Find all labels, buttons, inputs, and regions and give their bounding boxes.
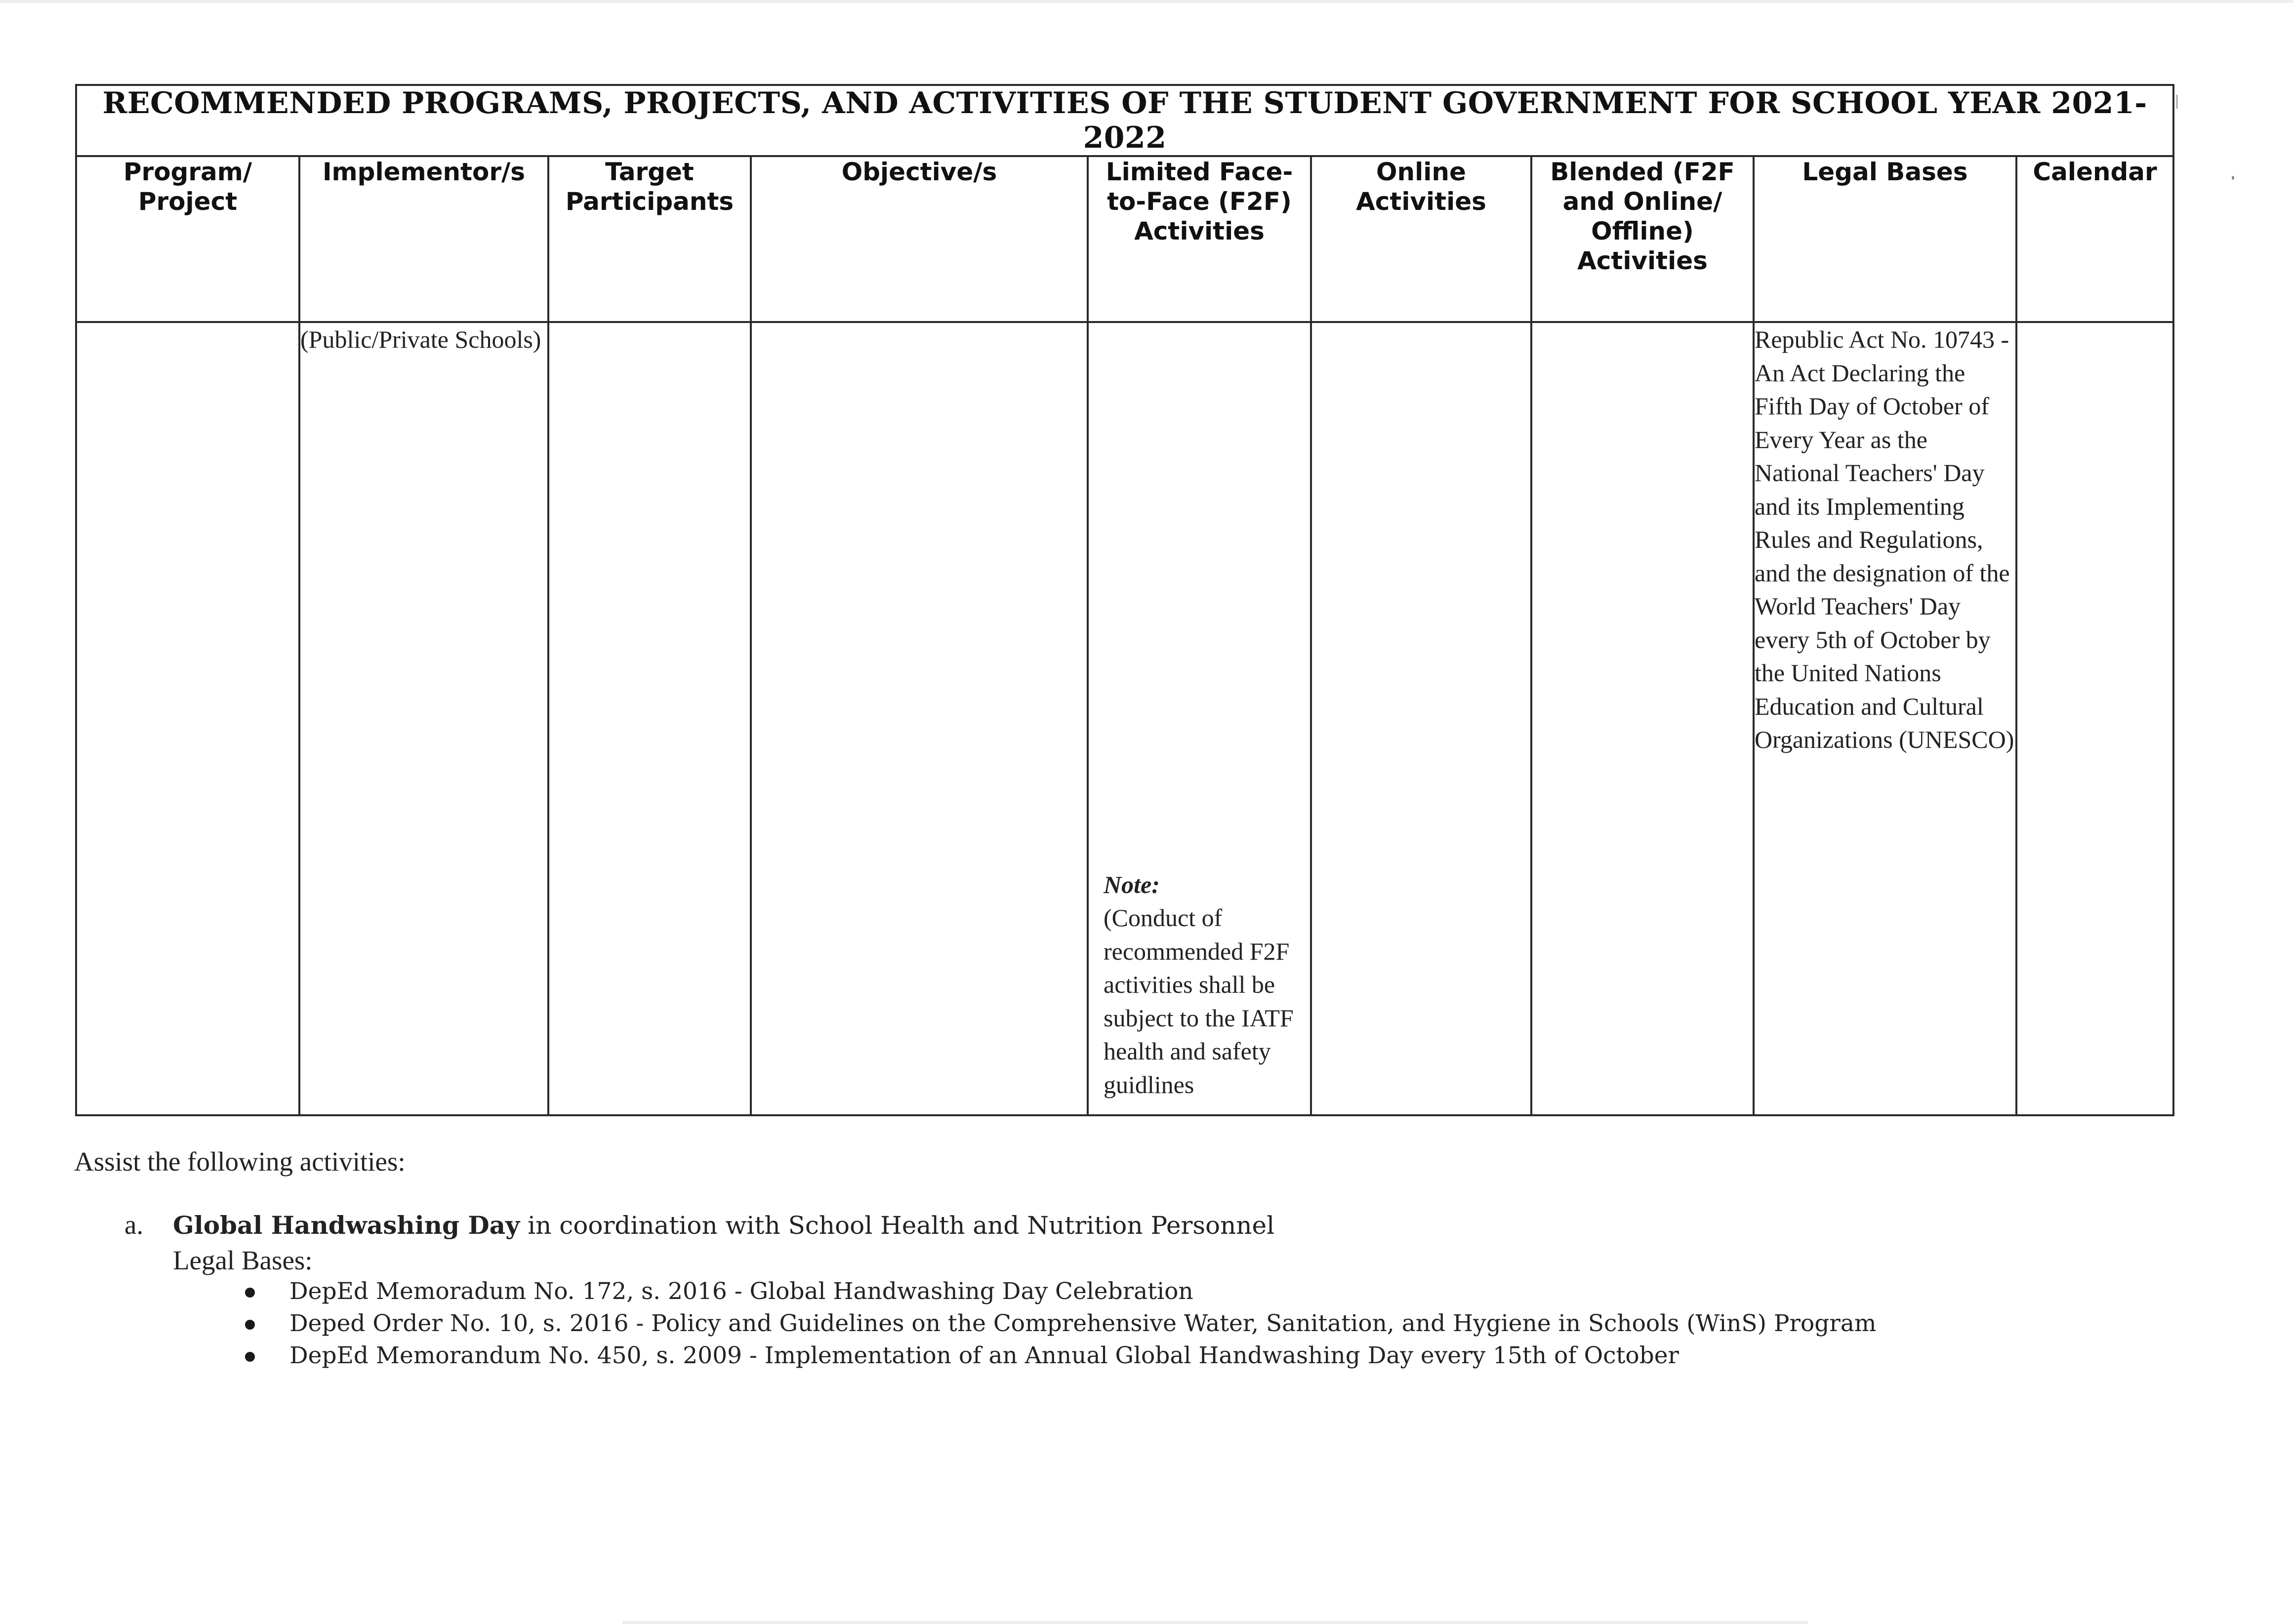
list-item	[237, 1340, 1876, 1372]
note-label: Note:	[1104, 870, 1160, 898]
legal-bases-list	[237, 1275, 1876, 1372]
cell-blended	[1531, 322, 1754, 1115]
list-item	[237, 1307, 1876, 1340]
header-online-activities: Online Activities	[1311, 156, 1531, 322]
cell-online	[1311, 322, 1531, 1115]
scan-bottom-edge	[622, 1621, 1808, 1624]
cell-objectives	[751, 322, 1088, 1115]
header-objectives: Objective/s	[751, 156, 1088, 322]
scan-top-edge	[0, 0, 2293, 3]
table-row	[76, 322, 2173, 1115]
scan-mark	[2176, 95, 2178, 109]
header-f2f-activities: Limited Face-to-Face (F2F) Activities	[1088, 156, 1311, 322]
activity-title: Global Handwashing Day	[173, 1211, 520, 1240]
header-blended-activities: Blended (F2F and Online/ Offline) Activities	[1531, 156, 1754, 322]
cell-target-participants	[548, 322, 751, 1115]
header-calendar: Calendar	[2016, 156, 2173, 322]
cell-calendar	[2016, 322, 2173, 1115]
intro-text: Assist the following activities:	[74, 1146, 406, 1177]
legal-basis-text: DepEd Memorandum No. 450, s. 2009 - Implementation of an Annual Global Handwashing Day every 15th of October	[289, 1342, 1679, 1369]
bullet-icon	[245, 1288, 255, 1298]
scan-speck	[2232, 176, 2234, 180]
header-target-participants: Target Participants	[548, 156, 751, 322]
list-marker: a.	[124, 1210, 144, 1240]
header-program-project: Program/ Project	[76, 156, 299, 322]
legal-basis-text: Deped Order No. 10, s. 2016 - Policy and Guidelines on the Comprehensive Water, Sanitation, and Hygiene in Schools (WinS) Program	[289, 1310, 1877, 1337]
legal-bases-label: Legal Bases:	[173, 1245, 313, 1275]
cell-legal-bases: Republic Act No. 10743 - An Act Declaring the Fifth Day of October of Every Year as the National Teachers' Day and its Implementing Rules and Regulations, and the designation of the World Teachers' Day every 5th of October by the United Nations Education and Cultural Organizations (UNESCO)	[1754, 322, 2016, 1115]
legal-basis-text: DepEd Memoradum No. 172, s. 2016 - Global Handwashing Day Celebration	[289, 1278, 1193, 1305]
cell-f2f-activities	[1088, 322, 1311, 1115]
activity-item	[124, 1209, 1274, 1241]
activity-description: in coordination with School Health and Nutrition Personnel	[520, 1211, 1275, 1240]
header-implementors: Implementor/s	[299, 156, 548, 322]
cell-implementors: (Public/Private Schools)	[299, 322, 548, 1115]
list-item	[237, 1275, 1876, 1307]
programs-table	[75, 84, 2174, 1116]
bullet-icon	[245, 1352, 255, 1362]
bullet-icon	[245, 1320, 255, 1330]
note-text: (Conduct of recommended F2F activities shall be subject to the IATF health and safety guidlines	[1104, 904, 1294, 1098]
cell-program	[76, 322, 299, 1115]
header-legal-bases: Legal Bases	[1754, 156, 2016, 322]
table-title: RECOMMENDED PROGRAMS, PROJECTS, AND ACTIVITIES OF THE STUDENT GOVERNMENT FOR SCHOOL YEAR 2021-2022	[76, 85, 2173, 156]
